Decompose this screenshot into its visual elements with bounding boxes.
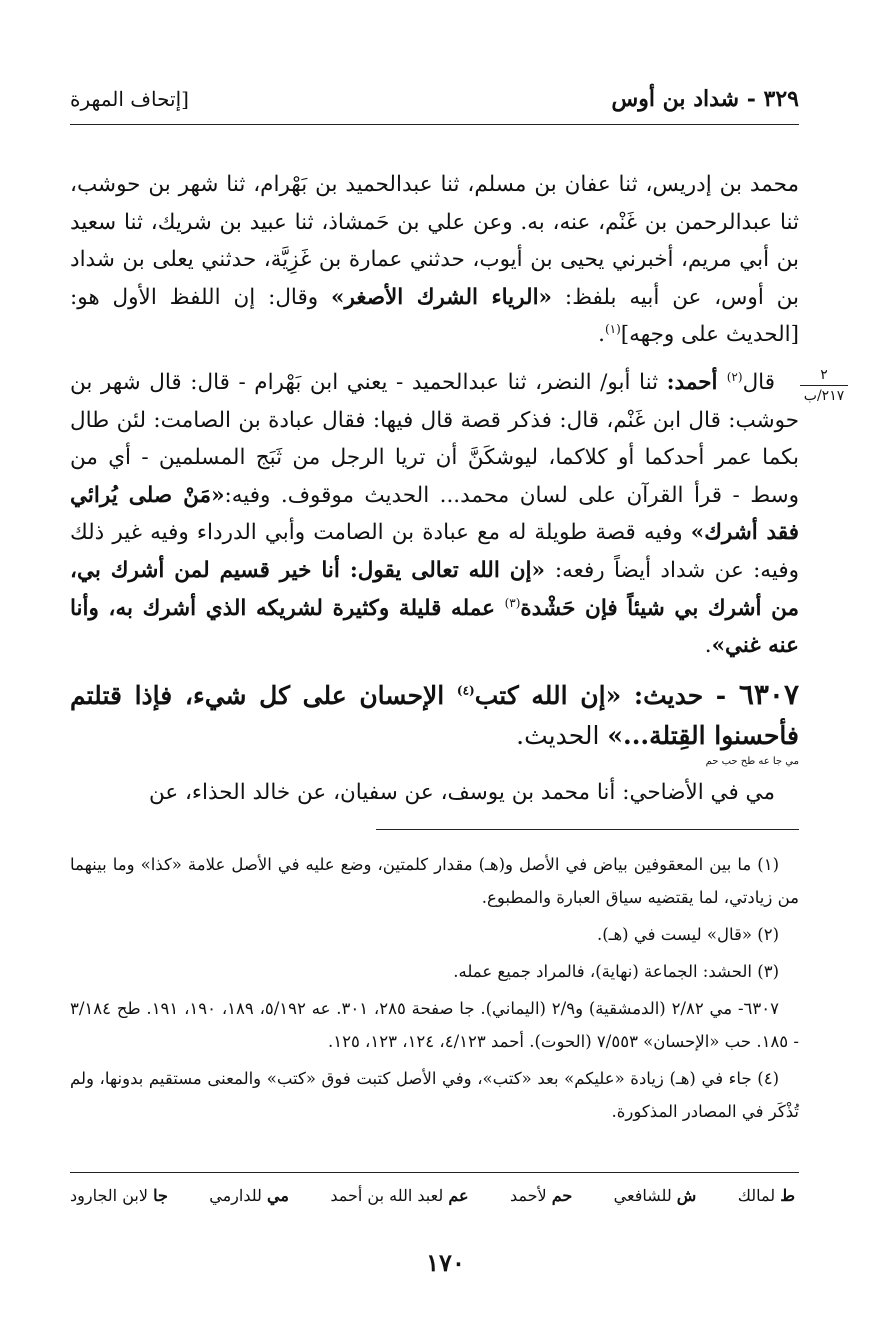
chapter-title: ٣٢٩ - شداد بن أوس <box>611 86 799 112</box>
hadith-dash: - حديث: <box>621 680 739 710</box>
hadith-text-2: الإحسان على كل شيء، فإذا قتلتم فأحسنوا القِتلة...» <box>70 680 799 750</box>
hadith-text-1: «إن الله كتب <box>474 680 622 710</box>
footnote-ref-3: (٣) <box>504 595 521 610</box>
main-text <box>70 166 799 821</box>
sigla-item: حم لأحمد <box>509 1186 573 1205</box>
margin-folio-note <box>796 366 852 405</box>
p2-quote-1: «مَنْ صلى يُرائي فقد أشرك» <box>70 482 799 546</box>
p2-end: . <box>704 633 712 659</box>
sigla-item: عم لعبد الله بن أحمد <box>330 1186 469 1205</box>
footnote-3: (٣) الحشد: الجماعة (نهاية)، فالمراد جميع عمله. <box>453 962 779 981</box>
p2-text-a: ثنا أبو/ النضر، ثنا عبدالحميد - يعني ابن بَهْرام - قال: قال شهر بن حوشب: قال ابن غَنْم، قال: فذكر قصة قال فيها: فقال عبادة بن الصامت: لئن طال بكما عمر أحدكما أو كلاكما، ليوشكَنَّ أن تريا الرجل من ثَبَج المسلمين - أي من وسط - قرأ القرآن على لسان محمد... الحديث موقوف. وفيه: <box>70 369 799 508</box>
footnote-ref-2: (٢) <box>726 369 743 384</box>
footnotes <box>70 848 799 1132</box>
page-number: ١٧٠ <box>426 1248 465 1277</box>
header-rule <box>70 124 799 125</box>
margin-note-top: ٢ <box>820 367 828 383</box>
footnote-ref-1: (١) <box>604 322 621 337</box>
p2-quote-2: «إن الله تعالى يقول: أنا خير قسيم لمن أشرك بي، من أشرك بي شيئاً فإن حَشْدة <box>70 557 799 621</box>
p1-end: وقال: إن اللفظ الأول هو: [الحديث على وجهه] <box>70 284 799 348</box>
p2-text-b: وفيه قصة طويلة له مع عبادة بن الصامت وأبي الدرداء وفيه غير ذلك وفيه: عن شداد أيضاً رفعه: <box>70 520 799 583</box>
hadith-end: الحديث. <box>516 720 608 750</box>
margin-note-rule <box>800 385 848 386</box>
paragraph-1: محمد بن إدريس، ثنا عفان بن مسلم، ثنا عبدالحميد بن بَهْرام، ثنا شهر بن حوشب، ثنا عبدالرحمن بن غَنْم، عنه، به. وعن علي بن حَمشاذ، ثنا عبيد بن شريك، ثنا سعيد بن أبي مريم، أخبرني يحيى بن أيوب، حدثني عمارة بن غَزِيَّة، حدثني يعلى بن شداد بن أوس، عن أبيه بلفظ: «الرياء الشرك الأصغر» وقال: إن اللفظ الأول هو: [الحديث على وجهه]$^{(١)}$. <box>70 172 800 348</box>
source-line <box>70 774 799 812</box>
sigla-item: جا لابن الجارود <box>70 1186 168 1205</box>
paragraph-2 <box>70 364 799 665</box>
footnote-1: (١) ما بين المعقوفين بياض في الأصل و(هـ) مقدار كلمتين، وضع عليه في الأصل علامة «كذا» وما بينهما من زيادتي، لما يقتضيه سياق العبارة والمطبوع. <box>70 855 799 907</box>
hadith-heading <box>70 675 799 768</box>
hadith-sigla: مي جا عه طح حب حم <box>705 755 799 767</box>
hadith-number: ٦٣٠٧ <box>738 677 799 711</box>
footnote-ref-4: (٤) <box>456 683 475 698</box>
footnote-2: (٢) «قال» ليست في (هـ). <box>596 925 779 944</box>
sigla-legend <box>70 1186 795 1205</box>
p2-name: أحمد: <box>666 369 727 395</box>
p2-quote-3: عمله قليلة وكثيرة لشريكه الذي أشرك به، وأنا عنه غني» <box>70 595 799 659</box>
p1-quote: «الرياء الشرك الأصغر» <box>331 284 552 310</box>
p1-text: محمد بن إدريس، ثنا عفان بن مسلم، ثنا عبدالحميد بن بَهْرام، ثنا شهر بن حوشب، ثنا عبدالرحمن بن غَنْم، عنه، به. وعن علي بن حَمشاذ، ثنا عبيد بن شريك، ثنا سعيد بن أبي مريم، أخبرني يحيى بن أيوب، حدثني عمارة بن غَزِيَّة، حدثني يعلى بن شداد بن أوس، عن أبيه بلفظ: <box>70 172 800 310</box>
page-header <box>70 86 799 112</box>
footnote-4: (٤) جاء في (هـ) زيادة «عليكم» بعد «كتب»، وفي الأصل كتبت فوق «كتب» والمعنى مستقيم بدونها، ولم تُذْكَر في المصادر المذكورة. <box>70 1069 799 1121</box>
sigla-item: ط لمالك <box>737 1186 795 1205</box>
sigla-item: ش للشافعي <box>613 1186 697 1205</box>
book-title: [إتحاف المهرة <box>70 87 189 111</box>
p2-start: قال <box>742 369 776 395</box>
sigla-rule <box>70 1172 799 1173</box>
margin-note-bottom: ٢١٧/ب <box>803 388 845 404</box>
source-text: مي في الأضاحي: أنا محمد بن يوسف، عن سفيان، عن خالد الحذاء، عن <box>148 779 775 805</box>
sigla-item: مي للدارمي <box>209 1186 289 1205</box>
footnote-sources: ٦٣٠٧- مي ٢/٨٢ (الدمشقية) و٢/٩ (اليماني). جا صفحة ٢٨٥، ٣٠١. عه ٥/١٩٢، ١٨٩، ١٩٠، ١٩١. طح ٣/١٨٤ - ١٨٥. حب «الإحسان» ٧/٥٥٣ (الحوت). أحمد ٤/١٢٣، ١٢٤، ١٢٣، ١٢٥. <box>70 999 799 1051</box>
footnote-rule <box>376 829 799 830</box>
